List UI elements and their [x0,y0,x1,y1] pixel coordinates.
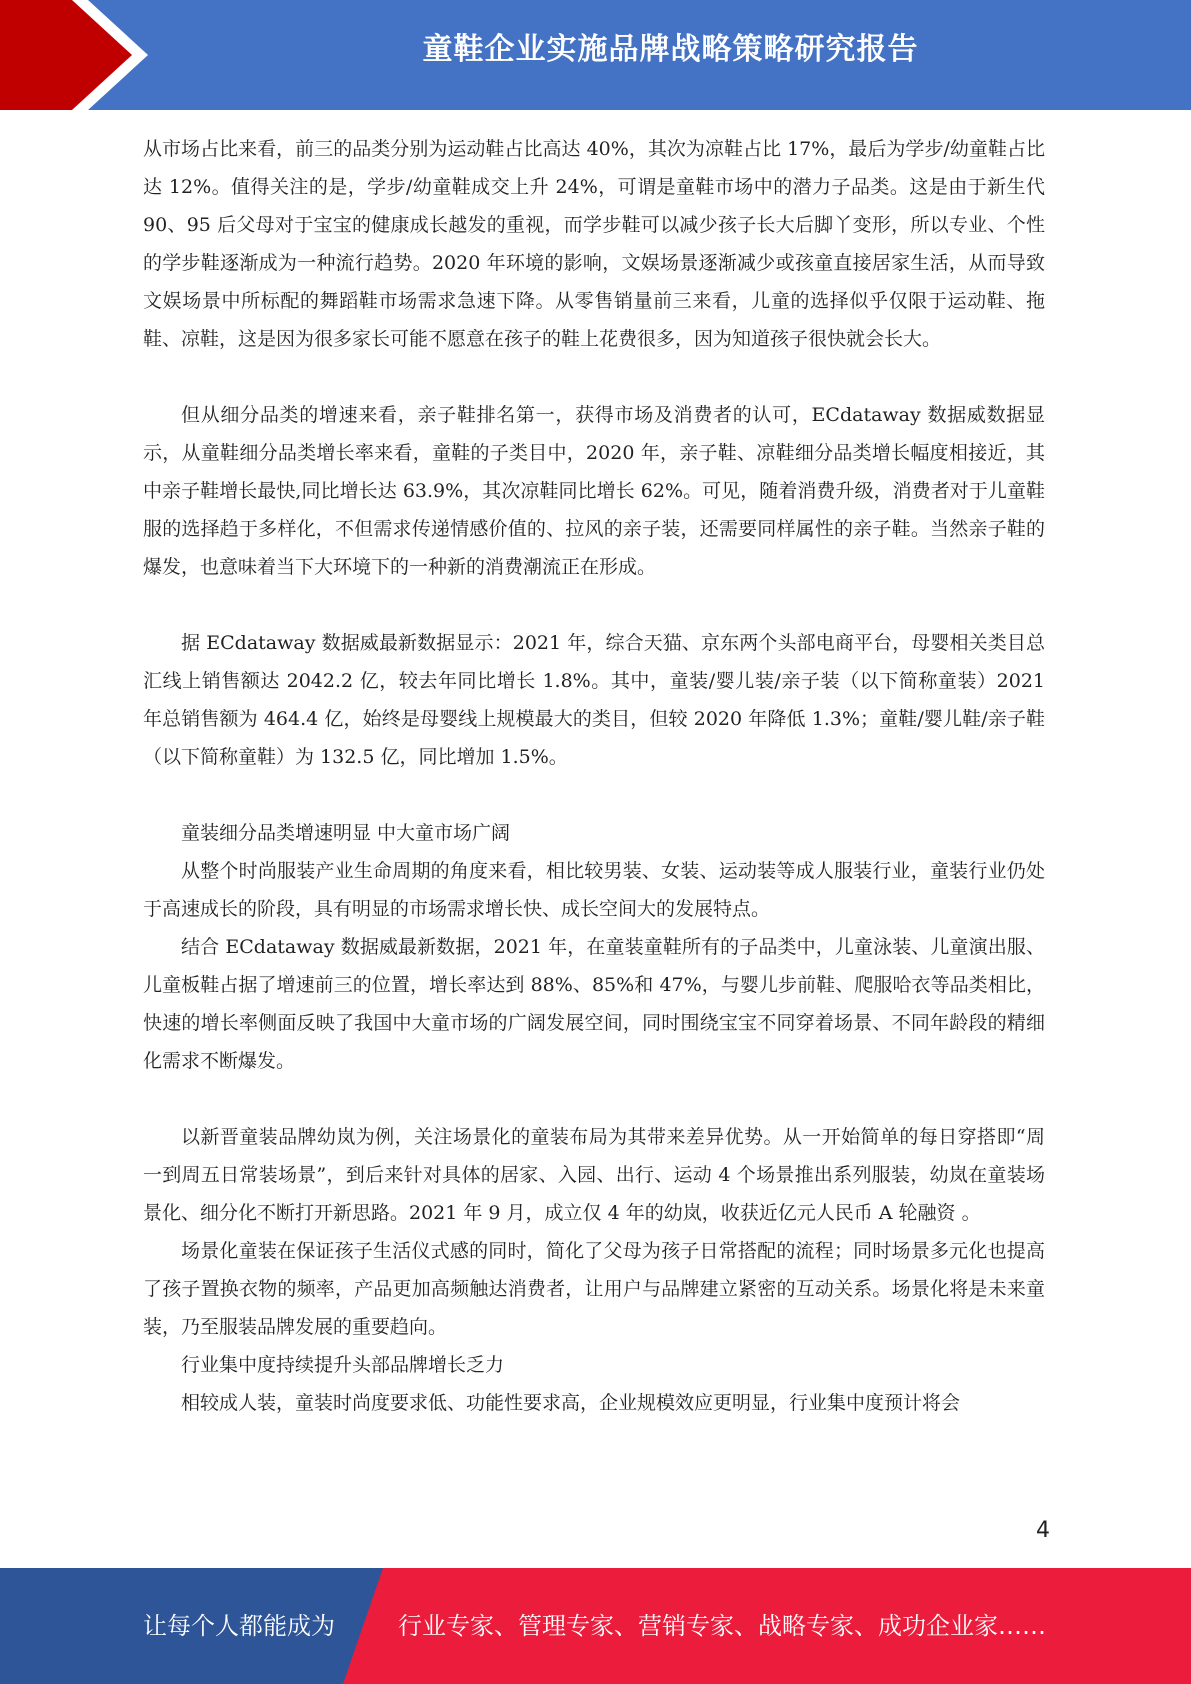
chevron-arrow-icon [0,0,160,110]
paragraph-lifecycle: 从整个时尚服装产业生命周期的角度来看，相比较男装、女装、运动装等成人服装行业，童装行业仍处于高速成长的阶段，具有明显的市场需求增长快、成长空间大的发展特点。 [143,860,1045,920]
paragraph-scenario-clothing: 场景化童装在保证孩子生活仪式感的同时，简化了父母为孩子日常搭配的流程；同时场景多元化也提高了孩子置换衣物的频率，产品更加高频触达消费者，让用户与品牌建立紧密的互动关系。场景化将是未来童装，乃至服装品牌发展的重要趋向。 [143,1240,1045,1338]
document-body [143,130,1045,1422]
report-title: 童鞋企业实施品牌战略策略研究报告 [422,32,919,67]
paragraph-concentration: 相较成人装，童装时尚度要求低、功能性要求高，企业规模效应更明显，行业集中度预计将会 [181,1392,961,1414]
page-number: 4 [1036,1518,1050,1543]
paragraph-parent-child-shoes: 但从细分品类的增速来看，亲子鞋排名第一，获得市场及消费者的认可，ECdataway 数据威数据显示，从童鞋细分品类增长率来看，童鞋的子类目中，2020 年，亲子鞋、凉鞋细分品类增长幅度相接近，其中亲子鞋增长最快,同比增长达 63.9%，其次凉鞋同比增长 62%。可见，随着消费升级，消费者对于儿童鞋服的选择趋于多样化，不但需求传递情感价值的、拉风的亲子装，还需要同样属性的亲子鞋。当然亲子鞋的爆发，也意味着当下大环境下的一种新的消费潮流正在形成。 [143,404,1045,578]
section-heading-concentration: 行业集中度持续提升头部品牌增长乏力 [181,1354,505,1376]
footer-slogan-left: 让每个人都能成为 [143,1612,335,1640]
paragraph-ecdataway-sales: 据 ECdataway 数据威最新数据显示：2021 年，综合天猫、京东两个头部电商平台，母婴相关类目总汇线上销售额达 2042.2 亿，较去年同比增长 1.8%。其中，童装/婴儿装/亲子装（以下简称童装）2021 年总销售额为 464.4 亿，始终是母婴线上规模最大的类目，但较 2020 年降低 1.3%；童鞋/婴儿鞋/亲子鞋（以下简称童鞋）为 132.5 亿，同比增加 1.5%。 [143,632,1045,768]
footer-slogan-right: 行业专家、管理专家、营销专家、战略专家、成功企业家…… [398,1612,1046,1640]
page-footer [0,1568,1191,1684]
page-header [0,0,1191,110]
paragraph-subcategory-growth: 结合 ECdataway 数据威最新数据，2021 年，在童装童鞋所有的子品类中，儿童泳装、儿童演出服、儿童板鞋占据了增速前三的位置，增长率达到 88%、85%和 47%，与婴儿步前鞋、爬服哈衣等品类相比，快速的增长率侧面反映了我国中大童市场的广阔发展空间，同时围绕宝宝不同穿着场景、不同年龄段的精细化需求不断爆发。 [143,936,1045,1072]
paragraph-market-share: 从市场占比来看，前三的品类分别为运动鞋占比高达 40%，其次为凉鞋占比 17%，最后为学步/幼童鞋占比达 12%。值得关注的是，学步/幼童鞋成交上升 24%，可谓是童鞋市场中的潜力子品类。这是由于新生代 90、95 后父母对于宝宝的健康成长越发的重视，而学步鞋可以减少孩子长大后脚丫变形，所以专业、个性的学步鞋逐渐成为一种流行趋势。2020 年环境的影响，文娱场景逐渐减少或孩童直接居家生活，从而导致文娱场景中所标配的舞蹈鞋市场需求急速下降。从零售销量前三来看，儿童的选择似乎仅限于运动鞋、拖鞋、凉鞋，这是因为很多家长可能不愿意在孩子的鞋上花费很多，因为知道孩子很快就会长大。 [143,138,1045,350]
paragraph-youlan-example: 以新晋童装品牌幼岚为例，关注场景化的童装布局为其带来差异优势。从一开始简单的每日穿搭即“周一到周五日常装场景”，到后来针对具体的居家、入园、出行、运动 4 个场景推出系列服装，幼岚在童装场景化、细分化不断打开新思路。2021 年 9 月，成立仅 4 年的幼岚，收获近亿元人民币 A 轮融资 。 [143,1126,1045,1224]
section-heading-growth: 童装细分品类增速明显 中大童市场广阔 [181,822,511,844]
